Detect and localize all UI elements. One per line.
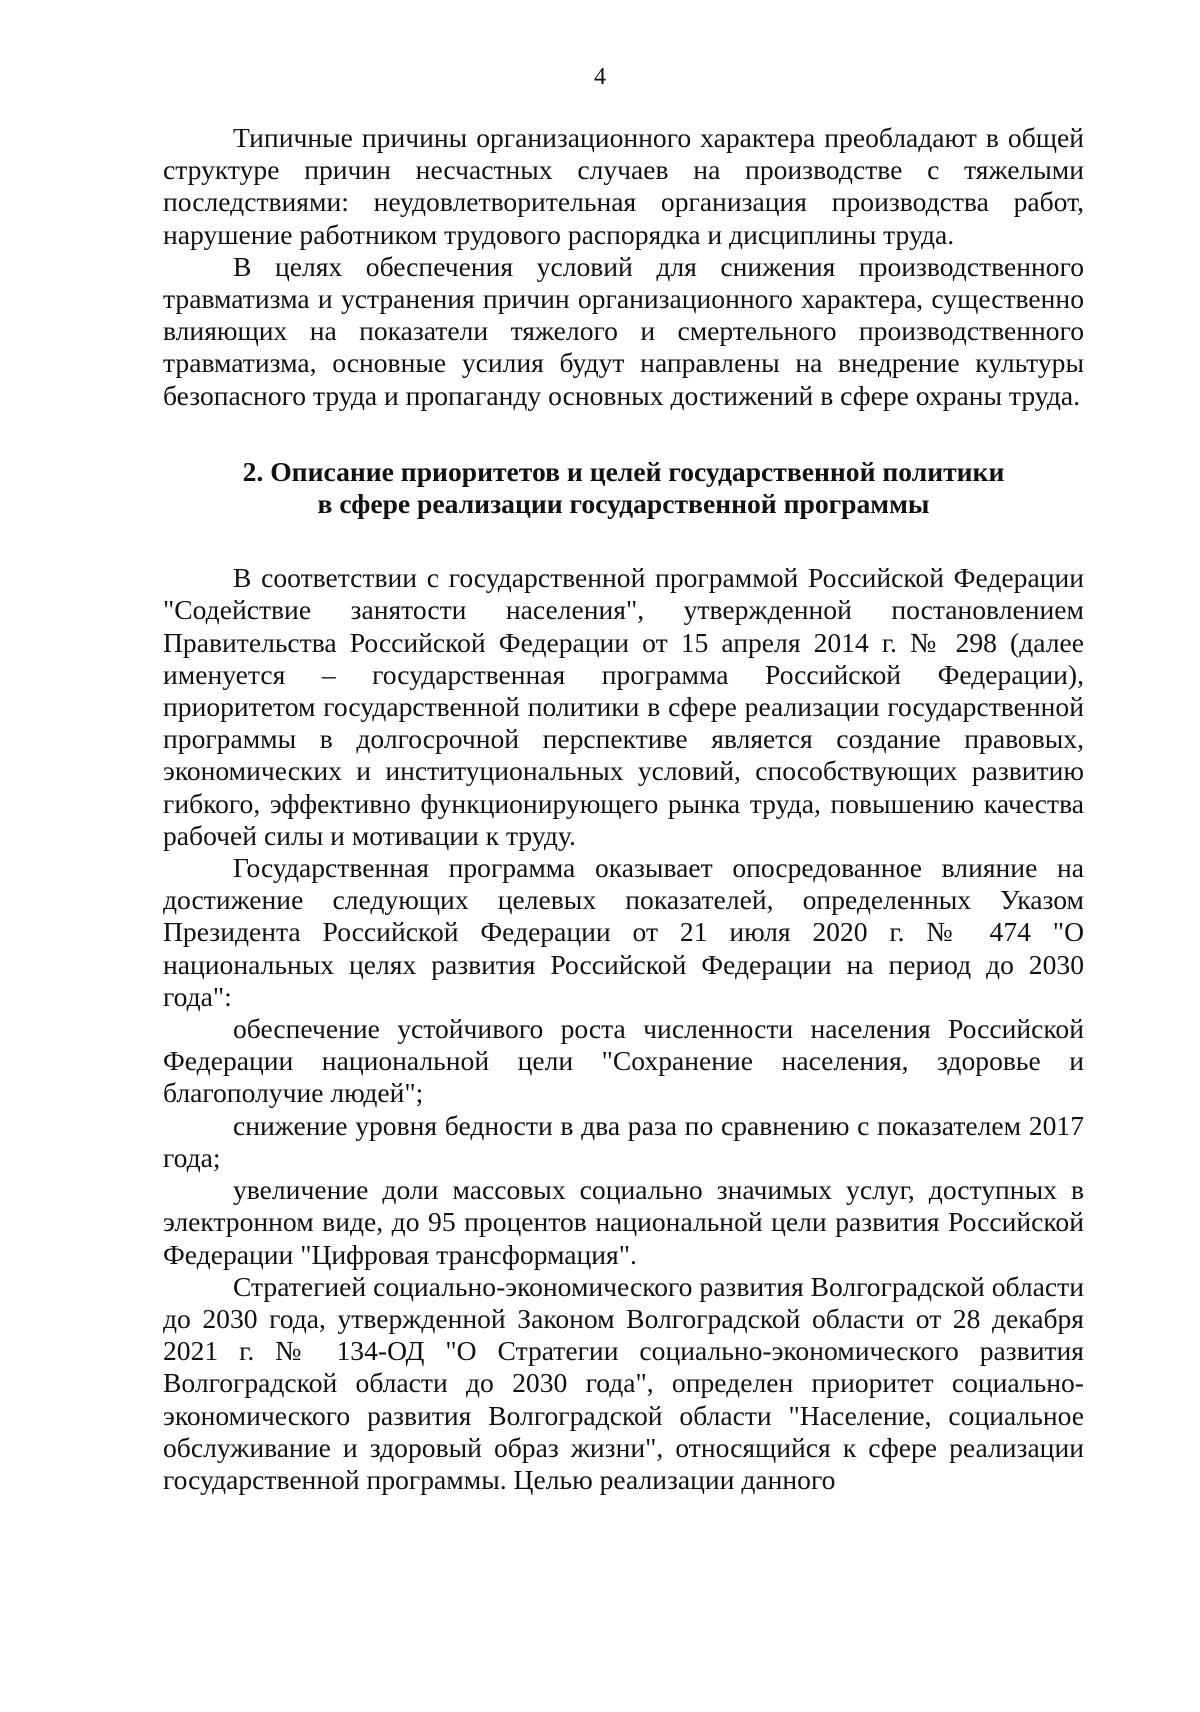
section-heading-line-2: в сфере реализации государственной программы [317,488,930,520]
document-body [163,122,1084,1496]
page-number: 4 [594,64,606,90]
list-item-population-growth: обеспечение устойчивого роста численности населения Российской Федерации национальной цели "Сохранение населения, здоровье и благополучие людей"; [163,1013,1084,1109]
paragraph-regional-strategy: Стратегией социально-экономического развития Волгоградской области до 2030 года, утвержденной Законом Волгоградской области от 28 декабря 2021 г. № 134-ОД "О Стратегии социально-экономического развития Волгоградской области до 2030 года", определен приоритет социально-экономического развития Волгоградской области "Население, социальное обслуживание и здоровый образ жизни", относящийся к сфере реализации государственной программы. Целью реализации данного [163,1270,1084,1495]
list-item-digital-services: увеличение доли массовых социально значимых услуг, доступных в электронном виде, до 95 процентов национальной цели развития Российской Федерации "Цифровая трансформация". [163,1174,1084,1270]
paragraph-injury-prevention: В целях обеспечения условий для снижения производственного травматизма и устранения причин организационного характера, существенно влияющих на показатели тяжелого и смертельного производственного травматизма, основные усилия будут направлены на внедрение культуры безопасного труда и пропаганду основных достижений в сфере охраны труда. [163,250,1084,411]
section-heading [163,456,1084,520]
paragraph-target-indicators: Государственная программа оказывает опосредованное влияние на достижение следующих целевых показателей, определенных Указом Президента Российской Федерации от 21 июля 2020 г. № 474 "О национальных целях развития Российской Федерации на период до 2030 года": [163,852,1084,1012]
paragraph-state-program-priority: В соответствии с государственной программой Российской Федерации "Содействие занятости населения", утвержденной постановлением Правительства Российской Федерации от 15 апреля 2014 г. № 298 (далее именуется – государственная программа Российской Федерации), приоритетом государственной политики в сфере реализации государственной программы в долгосрочной перспективе является создание правовых, экономических и институциональных условий, способствующих развитию гибкого, эффективно функционирующего рынка труда, повышению качества рабочей силы и мотивации к труду. [163,562,1084,851]
list-item-poverty-reduction: снижение уровня бедности в два раза по сравнению с показателем 2017 года; [163,1109,1084,1173]
paragraph-organizational-causes: Типичные причины организационного характера преобладают в общей структуре причин несчастных случаев на производстве с тяжелыми последствиями: неудовлетворительная организация производства работ, нарушение работником трудового распорядка и дисциплины труда. [163,122,1084,250]
section-heading-line-1: 2. Описание приоритетов и целей государственной политики [242,455,1005,487]
